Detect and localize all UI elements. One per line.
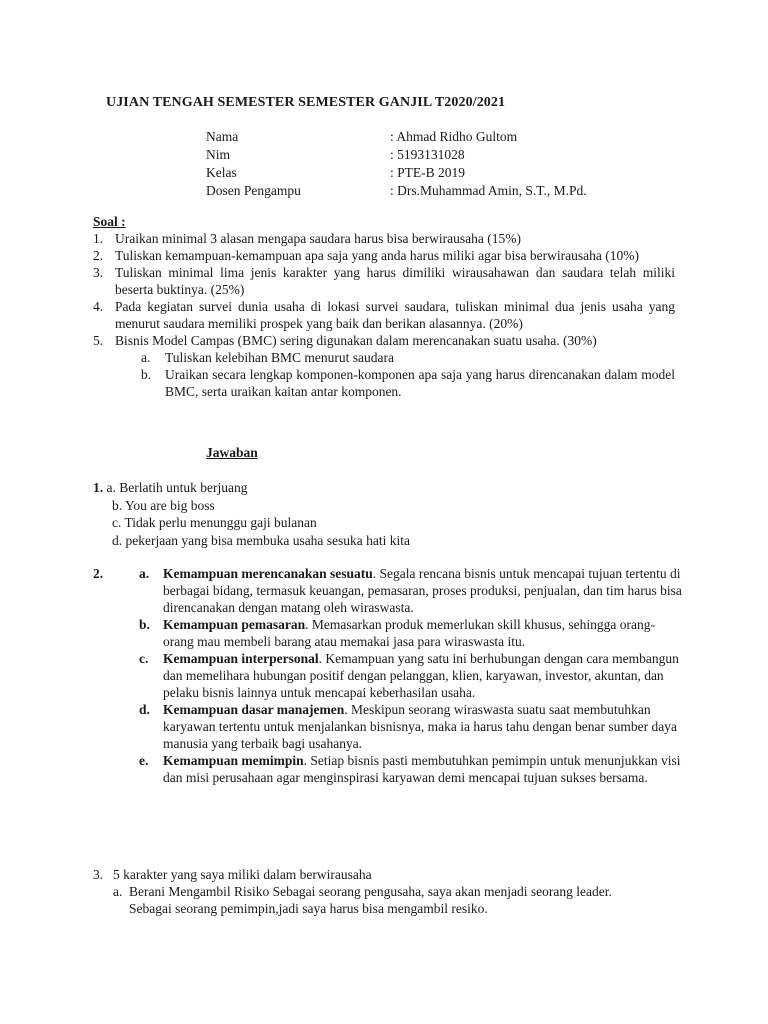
answer-1: [93, 479, 410, 549]
question-subitem: [93, 349, 675, 366]
subitem-text: Uraikan secara lengkap komponen-komponen apa saja yang harus direncanakan dalam model BMC, serta uraikan kaitan antar komponen.: [165, 367, 675, 399]
item-letter: a.: [139, 566, 150, 581]
question-text: Bisnis Model Campas (BMC) sering digunakan dalam merencanakan suatu usaha. (30%): [115, 333, 597, 348]
answer-number: 2.: [93, 566, 104, 581]
info-row-nim: [206, 146, 587, 164]
item-body: . Meskipun seorang wiraswasta suatu saat membutuhkan karyawan tertentu untuk menjalankan bisnisnya, maka ia harus tahu dengan benar sumber daya manusia yang terbaik bagi usahanya.: [163, 702, 677, 751]
exam-title: UJIAN TENGAH SEMESTER SEMESTER GANJIL T2020/2021: [106, 95, 506, 110]
answer-2-item: [93, 650, 683, 701]
answer-2: [93, 565, 683, 786]
question-item: [93, 332, 675, 349]
item-text: [163, 650, 683, 701]
question-item: [93, 264, 675, 298]
answer-item: a. Berlatih untuk berjuang: [106, 480, 248, 495]
info-label: Nim: [206, 147, 231, 162]
question-text: Tuliskan kemampuan-kemampuan apa saja yang anda harus miliki agar bisa berwirausaha (10%): [115, 248, 639, 263]
question-number: 2.: [93, 248, 104, 263]
info-row-kelas: [206, 164, 587, 182]
question-text: Pada kegiatan survei dunia usaha di lokasi survei saudara, tuliskan minimal dua jenis usaha yang menurut saudara memiliki prospek yang baik dan berikan alasannya. (20%): [115, 299, 675, 331]
answer-2-item: [93, 616, 683, 650]
item-text: [163, 616, 683, 650]
question-subitem: [93, 366, 675, 400]
answer-3-intro: [93, 866, 653, 883]
info-label: Dosen Pengampu: [206, 183, 301, 198]
subitem-letter: b.: [141, 367, 152, 382]
item-text: Berani Mengambil Risiko Sebagai seorang pengusaha, saya akan menjadi seorang leader. Sebagai seorang pemimpin,jadi saya harus bisa mengambil resiko.: [129, 884, 612, 916]
item-text: [163, 701, 683, 752]
item-letter: c.: [139, 651, 149, 666]
answer-item: d. pekerjaan yang bisa membuka usaha sesuka hati kita: [112, 532, 411, 548]
item-body: . Kemampuan yang satu ini berhubungan dengan cara membangun dan memelihara hubungan positif dengan pelanggan, klien, karyawan, investor, akuntan, dan pelaku bisnis lainnya untuk mencapai keberhasilan usaha.: [163, 651, 679, 700]
info-label: Kelas: [206, 165, 237, 180]
item-letter: a.: [113, 884, 123, 899]
item-letter: e.: [139, 753, 149, 768]
item-letter: d.: [139, 702, 150, 717]
subitem-text: Tuliskan kelebihan BMC menurut saudara: [165, 350, 394, 365]
item-heading: Kemampuan interpersonal: [163, 651, 319, 666]
item-letter: b.: [139, 617, 150, 632]
info-value: : PTE-B 2019: [390, 165, 466, 180]
item-body: . Memasarkan produk memerlukan skill khusus, sehingga orang- orang mau membeli barang atau memakai jasa para wiraswasta itu.: [163, 617, 655, 649]
item-heading: Kemampuan pemasaran: [163, 617, 306, 632]
item-heading: Kemampuan dasar manajemen: [163, 702, 345, 717]
question-number: 3.: [93, 265, 104, 280]
info-row-dosen: [206, 182, 587, 200]
subitem-letter: a.: [141, 350, 151, 365]
question-list: [93, 230, 675, 400]
soal-heading: Soal :: [93, 214, 126, 229]
info-value: : 5193131028: [390, 147, 465, 162]
answer-number: 1.: [93, 480, 104, 495]
jawaban-heading: Jawaban: [206, 445, 258, 460]
question-item: [93, 230, 675, 247]
answer-text: 5 karakter yang saya miliki dalam berwirausaha: [113, 867, 372, 882]
question-number: 4.: [93, 299, 104, 314]
info-value: : Ahmad Ridho Gultom: [390, 129, 518, 144]
info-row-nama: [206, 128, 587, 146]
item-text: [163, 752, 683, 786]
question-text: Tuliskan minimal lima jenis karakter yang harus dimiliki wirausahawan dan saudara telah miliki beserta buktinya. (25%): [115, 265, 675, 297]
answer-3-item: [93, 883, 653, 917]
answer-1-first-row: [93, 479, 410, 497]
item-body: . Setiap bisnis pasti membutuhkan pemimpin untuk menunjukkan visi dan misi perusahaan agar menginspirasi karyawan demi mencapai tujuan sukses bersama.: [163, 753, 681, 785]
question-text: Uraikan minimal 3 alasan mengapa saudara harus bisa berwirausaha (15%): [115, 231, 521, 246]
answer-number: 3.: [93, 867, 104, 882]
info-value: : Drs.Muhammad Amin, S.T., M.Pd.: [390, 183, 587, 198]
question-item: [93, 298, 675, 332]
answer-item: b. You are big boss: [112, 497, 215, 513]
answer-2-item: [93, 752, 683, 786]
question-number: 5.: [93, 333, 104, 348]
info-label: Nama: [206, 129, 239, 144]
answer-3: [93, 866, 653, 917]
item-text: [163, 565, 683, 616]
answer-2-item: [93, 565, 683, 616]
item-heading: Kemampuan memimpin: [163, 753, 304, 768]
item-body: . Segala rencana bisnis untuk mencapai tujuan tertentu di berbagai bidang, termasuk keuangan, pemasaran, proses produksi, penjualan, dan tim harus bisa direncanakan dengan matang oleh wiraswasta.: [163, 566, 682, 615]
question-item: [93, 247, 675, 264]
question-number: 1.: [93, 231, 104, 246]
answer-item: c. Tidak perlu menunggu gaji bulanan: [112, 515, 317, 530]
answer-2-item: [93, 701, 683, 752]
item-heading: Kemampuan merencanakan sesuatu: [163, 566, 373, 581]
student-info: [206, 128, 587, 200]
